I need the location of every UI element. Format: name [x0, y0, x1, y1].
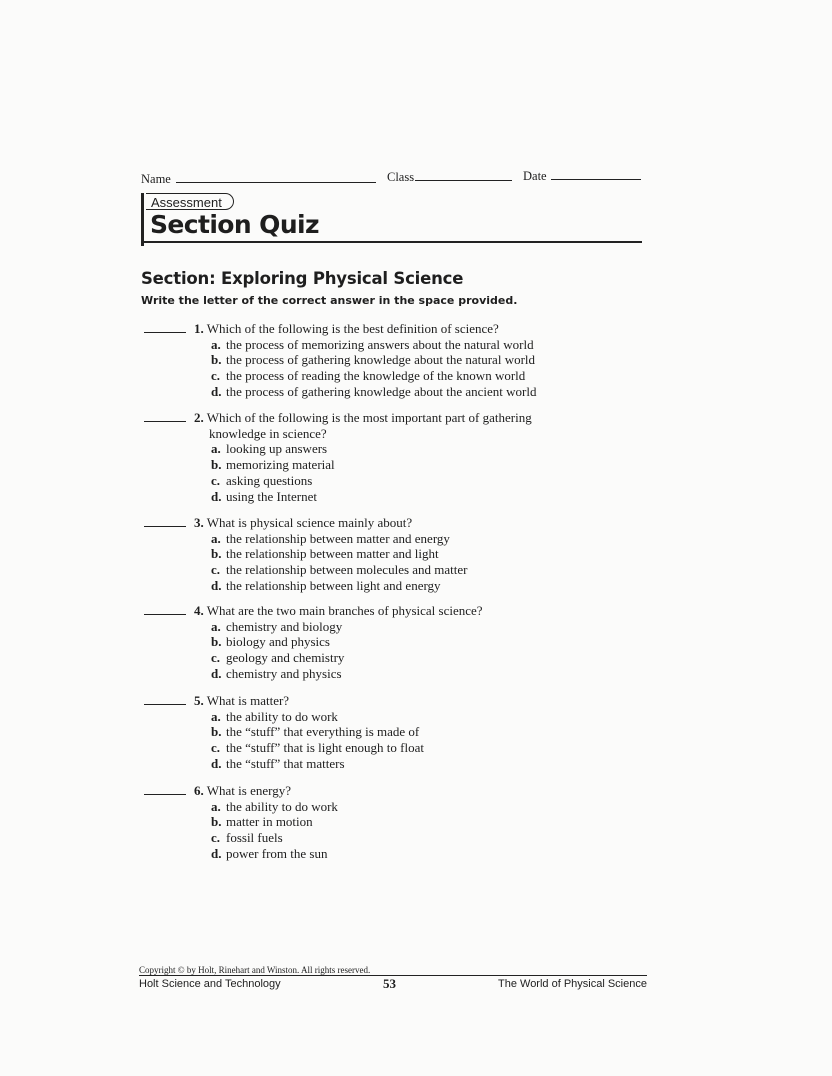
answer-blank-5[interactable] — [144, 704, 186, 705]
answer-blank-3[interactable] — [144, 526, 186, 527]
question-text: What is energy? — [206, 783, 291, 798]
date-label: Date — [523, 169, 547, 183]
answer-blank-4[interactable] — [144, 614, 186, 615]
question-text: What are the two main branches of physical science? — [206, 603, 483, 618]
option-1a: a. the process of memorizing answers about the natural world — [211, 336, 534, 352]
name-blank[interactable] — [176, 169, 376, 183]
question-number: 5. — [194, 693, 204, 708]
option-6a: a. the ability to do work — [211, 798, 338, 814]
option-6d: d. power from the sun — [211, 845, 328, 861]
instructions: Write the letter of the correct answer in the space provided. — [141, 294, 518, 307]
book-title: The World of Physical Science — [498, 978, 647, 990]
option-3d: d. the relationship between light and energy — [211, 577, 441, 593]
option-1b: b. the process of gathering knowledge about the natural world — [211, 352, 536, 368]
question-number: 6. — [194, 783, 204, 798]
option-2a: a. looking up answers — [211, 441, 328, 457]
question-number: 1. — [194, 321, 204, 336]
question-text: What is matter? — [206, 693, 290, 708]
question-text: What is physical science mainly about? — [206, 515, 413, 530]
class-blank[interactable] — [415, 167, 512, 181]
option-2b: b. memorizing material — [211, 457, 335, 473]
option-6c: c. fossil fuels — [211, 830, 283, 846]
question-number: 2. — [194, 410, 204, 425]
option-2c: c. asking questions — [211, 472, 313, 488]
option-4c: c. geology and chemistry — [211, 650, 345, 666]
option-2d: d. using the Internet — [211, 488, 317, 504]
name-label: Name — [141, 172, 171, 186]
option-6b: b. matter in motion — [211, 814, 313, 830]
option-3c: c. the relationship between molecules and matter — [211, 562, 468, 578]
assessment-tag: Assessment — [146, 193, 234, 210]
answer-blank-1[interactable] — [144, 332, 186, 333]
copyright: Copyright © by Holt, Rinehart and Winston. All rights reserved. — [139, 965, 371, 975]
option-5d: d. the “stuff” that matters — [211, 755, 345, 771]
option-5b: b. the “stuff” that everything is made of — [211, 724, 420, 740]
section-heading: Section: Exploring Physical Science — [141, 269, 464, 288]
question-text-cont: knowledge in science? — [209, 425, 327, 441]
title-rule — [141, 241, 642, 243]
question-text: Which of the following is the best definition of science? — [206, 321, 499, 336]
option-4b: b. biology and physics — [211, 634, 330, 650]
option-3a: a. the relationship between matter and energy — [211, 530, 450, 546]
option-1d: d. the process of gathering knowledge about the ancient world — [211, 383, 537, 399]
option-1c: c. the process of reading the knowledge of the known world — [211, 368, 526, 384]
option-3b: b. the relationship between matter and light — [211, 546, 439, 562]
question-number: 4. — [194, 603, 204, 618]
option-4a: a. chemistry and biology — [211, 618, 343, 634]
option-5c: c. the “stuff” that is light enough to float — [211, 740, 424, 756]
option-4d: d. chemistry and physics — [211, 665, 342, 681]
question-number: 3. — [194, 515, 204, 530]
answer-blank-2[interactable] — [144, 421, 186, 422]
page-number: 53 — [383, 976, 396, 991]
page-title: Section Quiz — [150, 210, 319, 239]
title-bar — [141, 193, 144, 246]
option-5a: a. the ability to do work — [211, 708, 338, 724]
question-text: Which of the following is the most important part of gathering — [206, 410, 532, 425]
date-blank[interactable] — [551, 166, 641, 180]
answer-blank-6[interactable] — [144, 794, 186, 795]
publisher: Holt Science and Technology — [139, 978, 281, 990]
class-label: Class — [387, 170, 415, 184]
